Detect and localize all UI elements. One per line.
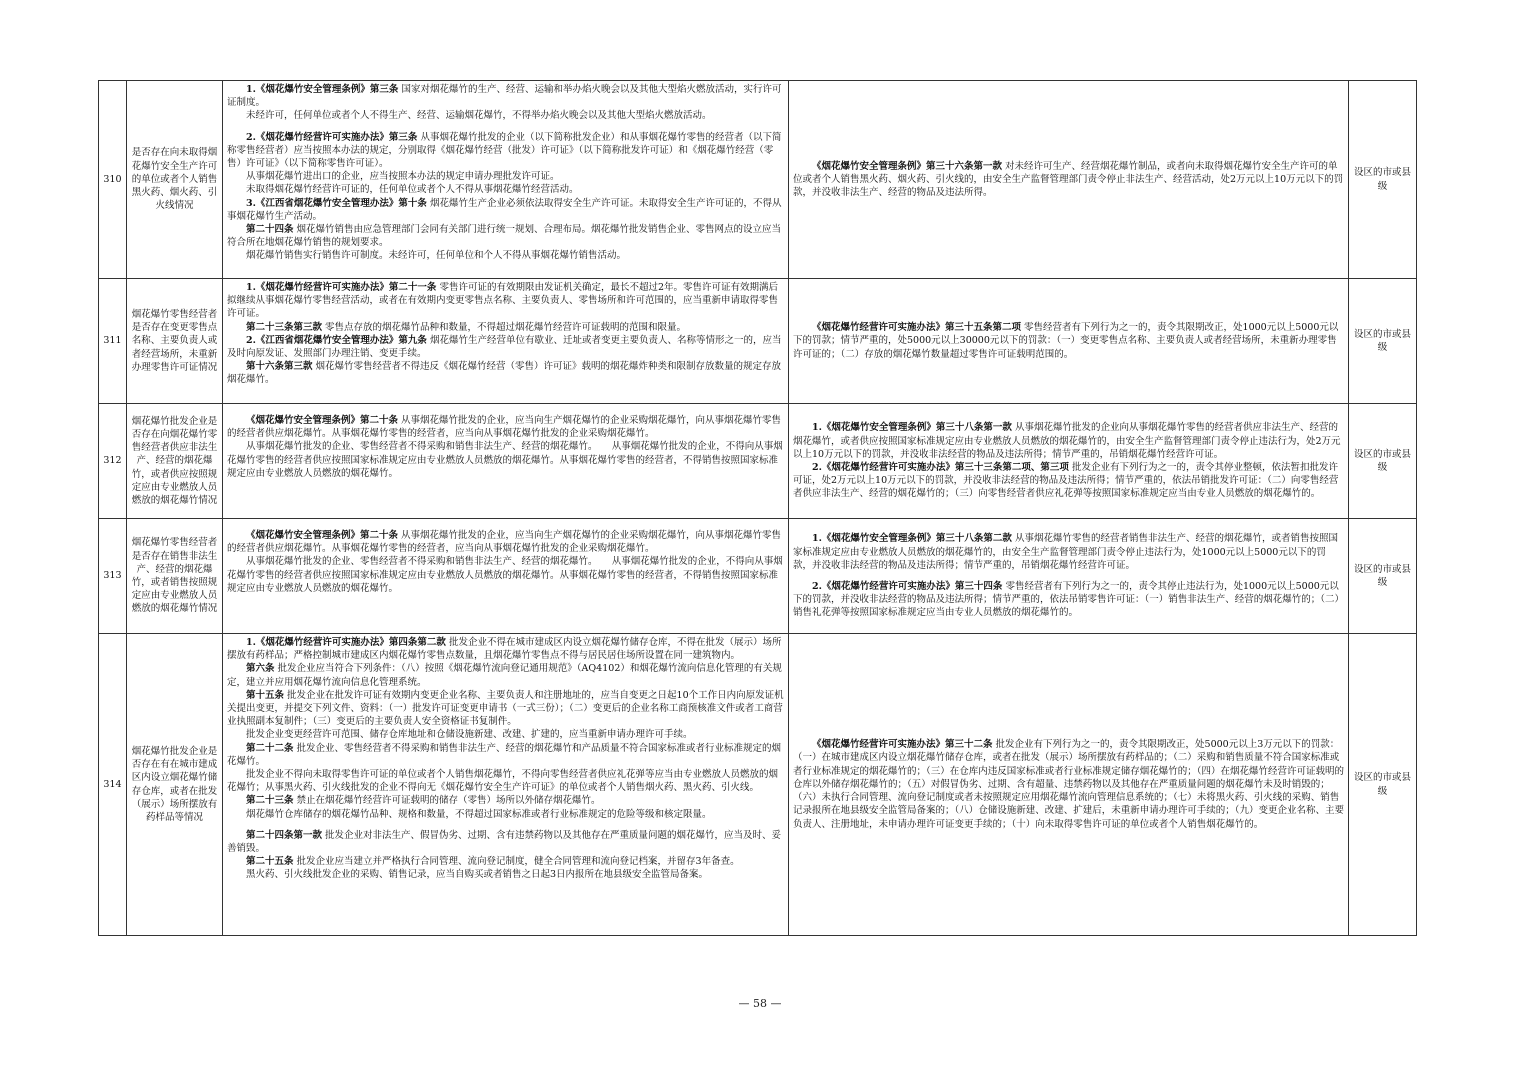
clause-text: 零售许可证的有效期限由发证机关确定，最长不超过2年。零售许可证有效期满后拟继续从事烟花爆竹零售经营活动，或者在有效期内变更零售点名称、主要负责人、零售场所和许可范围的，应当重新申请取得零售许可证。 [227, 282, 779, 320]
basis-paragraph [227, 794, 784, 807]
table-row [99, 279, 1417, 404]
legal-basis-cell [223, 634, 789, 936]
table-row [99, 634, 1417, 936]
clause-text: 从事烟花爆竹批发的企业（以下简称批发企业）和从事烟花爆竹零售的经营者（以下简称零售经营者）应当按照本办法的规定，分别取得《烟花爆竹经营（批发）许可证》（以下简称批发许可证）和《烟花爆竹经营（零售）许可证》（以下简称零售许可证）。 [227, 131, 782, 170]
clause-reference: 2.《烟花爆竹经营许可实施办法》第三十四条 [812, 581, 1003, 592]
page-number: — 58 — [738, 997, 782, 1010]
clause-reference: 第二十四条 [246, 224, 294, 236]
clause-reference: 《烟花爆竹安全管理条例》第二十条 [246, 530, 399, 541]
basis-paragraph [227, 223, 784, 249]
basis-paragraph [227, 662, 784, 688]
basis-paragraph [227, 868, 784, 881]
basis-paragraph [227, 281, 784, 321]
clause-text: 批发企业应当符合下列条件：（八）按照《烟花爆竹流向登记通用规范》（AQ4102）和烟花爆竹流向信息化管理的有关规定，建立并应用烟花爆竹流向信息化管理系统。 [227, 663, 782, 688]
basis-paragraph [227, 170, 784, 183]
basis-paragraph [227, 689, 784, 729]
clause-text: 禁止在烟花爆竹经营许可证载明的储存（零售）场所以外储存烟花爆竹。 [293, 795, 601, 807]
clause-text: 从事烟花爆竹批发的企业，应当向生产烟花爆竹的企业采购烟花爆竹，向从事烟花爆竹零售的经营者供应烟花爆竹。从事烟花爆竹零售的经营者，应当向从事烟花爆竹批发的企业采购烟花爆竹。 [227, 530, 782, 555]
regulation-table [98, 80, 1417, 936]
penalty-paragraph [793, 321, 1344, 361]
clause-reference: 2.《江西省烟花爆竹安全管理办法》第九条 [246, 334, 427, 346]
row-number: 314 [99, 634, 127, 936]
row-number: 311 [99, 279, 127, 404]
clause-text: 批发企业应当建立并严格执行合同管理、流向登记制度，健全合同管理和流向登记档案，并留存3年备查。 [293, 856, 740, 868]
penalty-basis-cell [789, 279, 1349, 404]
clause-text: 零售经营者有下列行为之一的，责令其停止违法行为，处1000元以上5000元以下的罚款，并没收非法经营的物品及违法所得；情节严重的，依法吊销零售许可证：（一）销售非法生产、经营的烟花爆竹的；（二）销售礼花弹等按照国家标准规定应当由专业人员燃放的烟花爆竹的。 [793, 581, 1345, 619]
basis-paragraph [227, 808, 784, 821]
basis-paragraph [227, 197, 784, 223]
clause-text: 批发企业对非法生产、假冒伪劣、过期、含有违禁药物以及其他存在严重质量问题的烟花爆竹，应当及时、妥善销毁。 [227, 829, 782, 855]
clause-text: 批发企业有下列行为之一的，责令其停业整顿，依法暂扣批发许可证，处2万元以上10万元以下的罚款，并没收非法经营的物品及违法所得；情节严重的，依法吊销批发许可证：（二）向零售经营者供应非法生产、经营的烟花爆竹的；（三）向零售经营者供应礼花弹等按照国家标准规定应当由专业人员燃放的烟花爆竹的。 [793, 462, 1339, 500]
jurisdiction-level: 设区的市或县级 [1349, 81, 1417, 279]
jurisdiction-level: 设区的市或县级 [1349, 279, 1417, 404]
clause-text: 批发企业在批发许可证有效期内变更企业名称、主要负责人和注册地址的，应当自变更之日起10个工作日内向原发证机关提出变更，并提交下列文件、资料：（一）批发许可证变更申请书（一式三份）；（二）变更后的企业名称工商预核准文件或者工商营业执照副本复制件；（三）变更后的主要负责人安全资格证书复制件。 [227, 689, 784, 728]
penalty-paragraph [793, 461, 1344, 501]
clause-text: 国家对烟花爆竹的生产、经营、运输和举办焰火晚会以及其他大型焰火燃放活动，实行许可证制度。 [227, 84, 782, 109]
basis-paragraph [227, 414, 784, 440]
clause-text: 从事烟花爆竹批发的企业，应当向生产烟花爆竹的企业采购烟花爆竹，向从事烟花爆竹零售的经营者供应烟花爆竹。从事烟花爆竹零售的经营者，应当向从事烟花爆竹批发的企业采购烟花爆竹。 [227, 415, 782, 440]
clause-reference: 3.《江西省烟花爆竹安全管理办法》第十条 [246, 197, 427, 209]
clause-text: 批发企业不得向未取得零售许可证的单位或者个人销售烟花爆竹，不得向零售经营者供应礼花弹等应当由专业燃放人员燃放的烟花爆竹；从事黑火药、引火线批发的企业不得向无《烟花爆竹安全生产许可证》的单位或者个人销售烟火药、黑火药、引火线。 [227, 769, 779, 794]
legal-basis-cell [223, 519, 789, 634]
basis-paragraph [227, 183, 784, 196]
clause-text: 批发企业变更经营许可范围、储存仓库地址和仓储设施新建、改建、扩建的，应当重新申请办理许可手续。 [246, 729, 693, 741]
jurisdiction-level: 设区的市或县级 [1349, 634, 1417, 936]
basis-paragraph [227, 440, 784, 480]
jurisdiction-level: 设区的市或县级 [1349, 519, 1417, 634]
clause-text: 烟花爆竹零售经营者不得违反《烟花爆竹经营（零售）许可证》载明的烟花爆炸种类和限制存放数量的规定存放烟花爆竹。 [227, 361, 782, 386]
clause-reference: 第六条 [246, 663, 275, 675]
clause-text: 批发企业不得在城市建成区内设立烟花爆竹储存仓库，不得在批发（展示）场所摆放有药样品；严格控制城市建成区内烟花爆竹零售点数量，且烟花爆竹零售点不得与居民居住场所设置在同一建筑物内。 [227, 637, 782, 662]
inspection-item: 烟花爆竹零售经营者是否存在变更零售点名称、主要负责人或者经营场所，未重新办理零售许可证情况 [127, 279, 223, 404]
basis-paragraph [227, 728, 784, 741]
clause-reference: 第二十三条第三款 [246, 321, 323, 333]
clause-text: 烟花爆竹仓库储存的烟花爆竹品种、规格和数量，不得超过国家标准或者行业标准规定的危险等级和核定限量。 [246, 808, 712, 820]
penalty-paragraph [793, 160, 1344, 200]
legal-basis-cell [223, 81, 789, 279]
clause-reference: 《烟花爆竹安全管理条例》第三十六条第一款 [812, 160, 1003, 172]
clause-text: 烟花爆竹生产企业必须依法取得安全生产许可证。未取得安全生产许可证的，不得从事烟花爆竹生产活动。 [227, 197, 782, 222]
clause-reference: 1.《烟花爆竹经营许可实施办法》第四条第二款 [246, 637, 446, 648]
clause-text: 对未经许可生产、经营烟花爆竹制品，或者向未取得烟花爆竹安全生产许可的单位或者个人销售黑火药、烟火药、引火线的，由安全生产监督管理部门责令停止非法生产、经营活动，处2万元以上10万元以下的罚款，并没收非法生产、经营的物品及违法所得。 [793, 160, 1344, 199]
clause-text: 从事烟花爆竹零售的经营者销售非法生产、经营的烟花爆竹，或者销售按照国家标准规定应由专业燃放人员燃放的烟花爆竹的，由安全生产监督管理部门责令停止违法行为，处1000元以上5000元以下的罚款，并没收非法经营的物品及违法所得；情节严重的，吊销烟花爆竹经营许可证。 [793, 533, 1338, 571]
clause-reference: 第十五条 [246, 689, 285, 701]
clause-text: 零售点存放的烟花爆竹品种和数量，不得超过烟花爆竹经营许可证载明的范围和限量。 [322, 321, 687, 333]
clause-reference: 2.《烟花爆竹经营许可实施办法》第三十三条第二项、第三项 [812, 462, 1069, 473]
clause-reference: 《烟花爆竹经营许可实施办法》第三十五条第二项 [812, 322, 1022, 334]
inspection-item: 是否存在向未取得烟花爆竹安全生产许可的单位或者个人销售黑火药、烟火药、引火线情况 [127, 81, 223, 279]
penalty-basis-cell [789, 81, 1349, 279]
basis-paragraph [227, 529, 784, 555]
penalty-basis-cell [789, 634, 1349, 936]
clause-reference: 第二十五条 [246, 856, 294, 868]
table-row [99, 81, 1417, 279]
inspection-item: 烟花爆竹批发企业是否存在向烟花爆竹零售经营者供应非法生产、经营的烟花爆竹，或者供应按照规定应由专业燃放人员燃放的烟花爆竹情况 [127, 404, 223, 519]
clause-text: 从事烟花爆竹批发的企业、零售经营者不得采购和销售非法生产、经营的烟花爆竹。 从事烟花爆竹批发的企业，不得向从事烟花爆竹零售的经营者供应按照国家标准规定应由专业燃放人员燃放的烟花爆竹。从事烟花爆竹零售的经营者，不得销售按照国家标准规定应由专业燃放人员燃放的烟花爆竹。 [227, 556, 783, 594]
penalty-basis-cell [789, 519, 1349, 634]
clause-reference: 第二十四条第一款 [246, 829, 323, 841]
row-number: 313 [99, 519, 127, 634]
penalty-paragraph [793, 738, 1344, 830]
table-body [99, 81, 1417, 936]
clause-text: 烟花爆竹生产经营单位有歇业、迁址或者变更主要负责人、名称等情形之一的，应当及时向原发证、发照部门办理注销、变更手续。 [227, 334, 782, 360]
clause-text: 从事烟花爆竹进出口的企业，应当按照本办法的规定申请办理批发许可证。 [246, 171, 560, 183]
clause-text: 黑火药、引火线批发企业的采购、销售记录，应当自购买或者销售之日起3日内报所在地县级安全监管局备案。 [246, 869, 709, 881]
basis-paragraph [227, 334, 784, 360]
basis-paragraph [227, 636, 784, 662]
clause-reference: 1.《烟花爆竹安全管理条例》第三条 [246, 84, 399, 95]
clause-text: 批发企业有下列行为之一的，责令其限期改正，处5000元以上3万元以下的罚款：（一）在城市建成区内设立烟花爆竹储存仓库，或者在批发（展示）场所摆放有药样品的；（二）采购和销售质量不符合国家标准或者行业标准规定的烟花爆竹的；（三）在仓库内违反国家标准或者行业标准规定储存烟花爆竹的；（四）在烟花爆竹经营许可证载明的仓库以外储存烟花爆竹的；（五）对假冒伪劣、过期、含有超量、违禁药物以及其他存在严重质量问题的烟花爆竹未及时销毁的；（六）未执行合同管理、流向登记制度或者未按照规定应用烟花爆竹流向管理信息系统的；（七）未将黑火药、引火线的采购、销售记录报所在地县级安全监管局备案的；（八）仓储设施新建、改建、扩建后，未重新申请办理许可手续的；（九）变更企业名称、主要负责人、注册地址，未申请办理许可证变更手续的；（十）向未取得零售许可证的单位或者个人销售烟花爆竹的。 [793, 739, 1345, 830]
basis-paragraph [227, 742, 784, 768]
table-row [99, 519, 1417, 634]
basis-paragraph [227, 321, 784, 334]
clause-text: 批发企业、零售经营者不得采购和销售非法生产、经营的烟花爆竹和产品质量不符合国家标准或者行业标准规定的烟花爆竹。 [227, 742, 782, 767]
clause-text: 未经许可，任何单位或者个人不得生产、经营、运输烟花爆竹，不得举办焰火晚会以及其他大型焰火燃放活动。 [246, 110, 712, 122]
clause-reference: 第二十二条 [246, 742, 294, 754]
clause-text: 从事烟花爆竹批发的企业向从事烟花爆竹零售的经营者供应非法生产、经营的烟花爆竹，或者供应按照国家标准规定应由专业燃放人员燃放的烟花爆竹的，由安全生产监督管理部门责令停止违法行为，处2万元以上10万元以下的罚款，并没收非法经营的物品及违法所得；情节严重的，吊销烟花爆竹经营许可证。 [793, 422, 1341, 460]
jurisdiction-level: 设区的市或县级 [1349, 404, 1417, 519]
clause-reference: 第二十三条 [246, 795, 294, 807]
legal-basis-cell [223, 279, 789, 404]
inspection-item: 烟花爆竹零售经营者是否存在销售非法生产、经营的烟花爆竹，或者销售按照规定应由专业燃放人员燃放的烟花爆竹情况 [127, 519, 223, 634]
clause-reference: 《烟花爆竹安全管理条例》第二十条 [246, 415, 399, 426]
clause-text: 烟花爆竹销售由应急管理部门会同有关部门进行统一规划、合理布局。烟花爆竹批发销售企业、零售网点的设立应当符合所在地烟花爆竹销售的规划要求。 [227, 224, 782, 249]
basis-paragraph [227, 555, 784, 595]
penalty-paragraph [793, 421, 1344, 461]
penalty-paragraph [793, 532, 1344, 572]
clause-reference: 《烟花爆竹经营许可实施办法》第三十二条 [812, 739, 993, 751]
clause-reference: 1.《烟花爆竹经营许可实施办法》第二十一条 [246, 282, 437, 293]
clause-text: 零售经营者有下列行为之一的，责令其限期改正，处1000元以上5000元以下的罚款；情节严重的，处5000元以上30000元以下的罚款：（一）变更零售点名称、主要负责人或者经营场所，未重新办理零售许可证的；（二）存放的烟花爆竹数量超过零售许可证载明范围的。 [793, 322, 1339, 360]
penalty-basis-cell [789, 404, 1349, 519]
clause-reference: 1.《烟花爆竹安全管理条例》第三十八条第一款 [812, 422, 1012, 434]
basis-paragraph [227, 360, 784, 386]
row-number: 310 [99, 81, 127, 279]
basis-paragraph [227, 768, 784, 794]
legal-basis-cell [223, 404, 789, 519]
inspection-item: 烟花爆竹批发企业是否存在有在城市建成区内设立烟花爆竹储存仓库，或者在批发（展示）场所摆放有药样品等情况 [127, 634, 223, 936]
table-row [99, 404, 1417, 519]
basis-paragraph [227, 829, 784, 855]
basis-paragraph [227, 83, 784, 109]
clause-reference: 1.《烟花爆竹安全管理条例》第三十八条第二款 [812, 533, 1012, 545]
clause-text: 烟花爆竹销售实行销售许可制度。未经许可，任何单位和个人不得从事烟花爆竹销售活动。 [246, 250, 627, 262]
clause-text: 从事烟花爆竹批发的企业、零售经营者不得采购和销售非法生产、经营的烟花爆竹。 从事烟花爆竹批发的企业，不得向从事烟花爆竹零售的经营者供应按照国家标准规定应由专业燃放人员燃放的烟花爆竹。从事烟花爆竹零售的经营者，不得销售按照国家标准规定应由专业燃放人员燃放的烟花爆竹。 [227, 441, 783, 479]
basis-paragraph [227, 109, 784, 122]
clause-text: 未取得烟花爆竹经营许可证的，任何单位或者个人不得从事烟花爆竹经营活动。 [246, 184, 579, 196]
clause-reference: 2.《烟花爆竹经营许可实施办法》第三条 [246, 131, 418, 143]
penalty-paragraph [793, 580, 1344, 620]
clause-reference: 第十六条第三款 [246, 361, 313, 373]
basis-paragraph [227, 249, 784, 262]
basis-paragraph [227, 855, 784, 868]
row-number: 312 [99, 404, 127, 519]
basis-paragraph [227, 131, 784, 171]
